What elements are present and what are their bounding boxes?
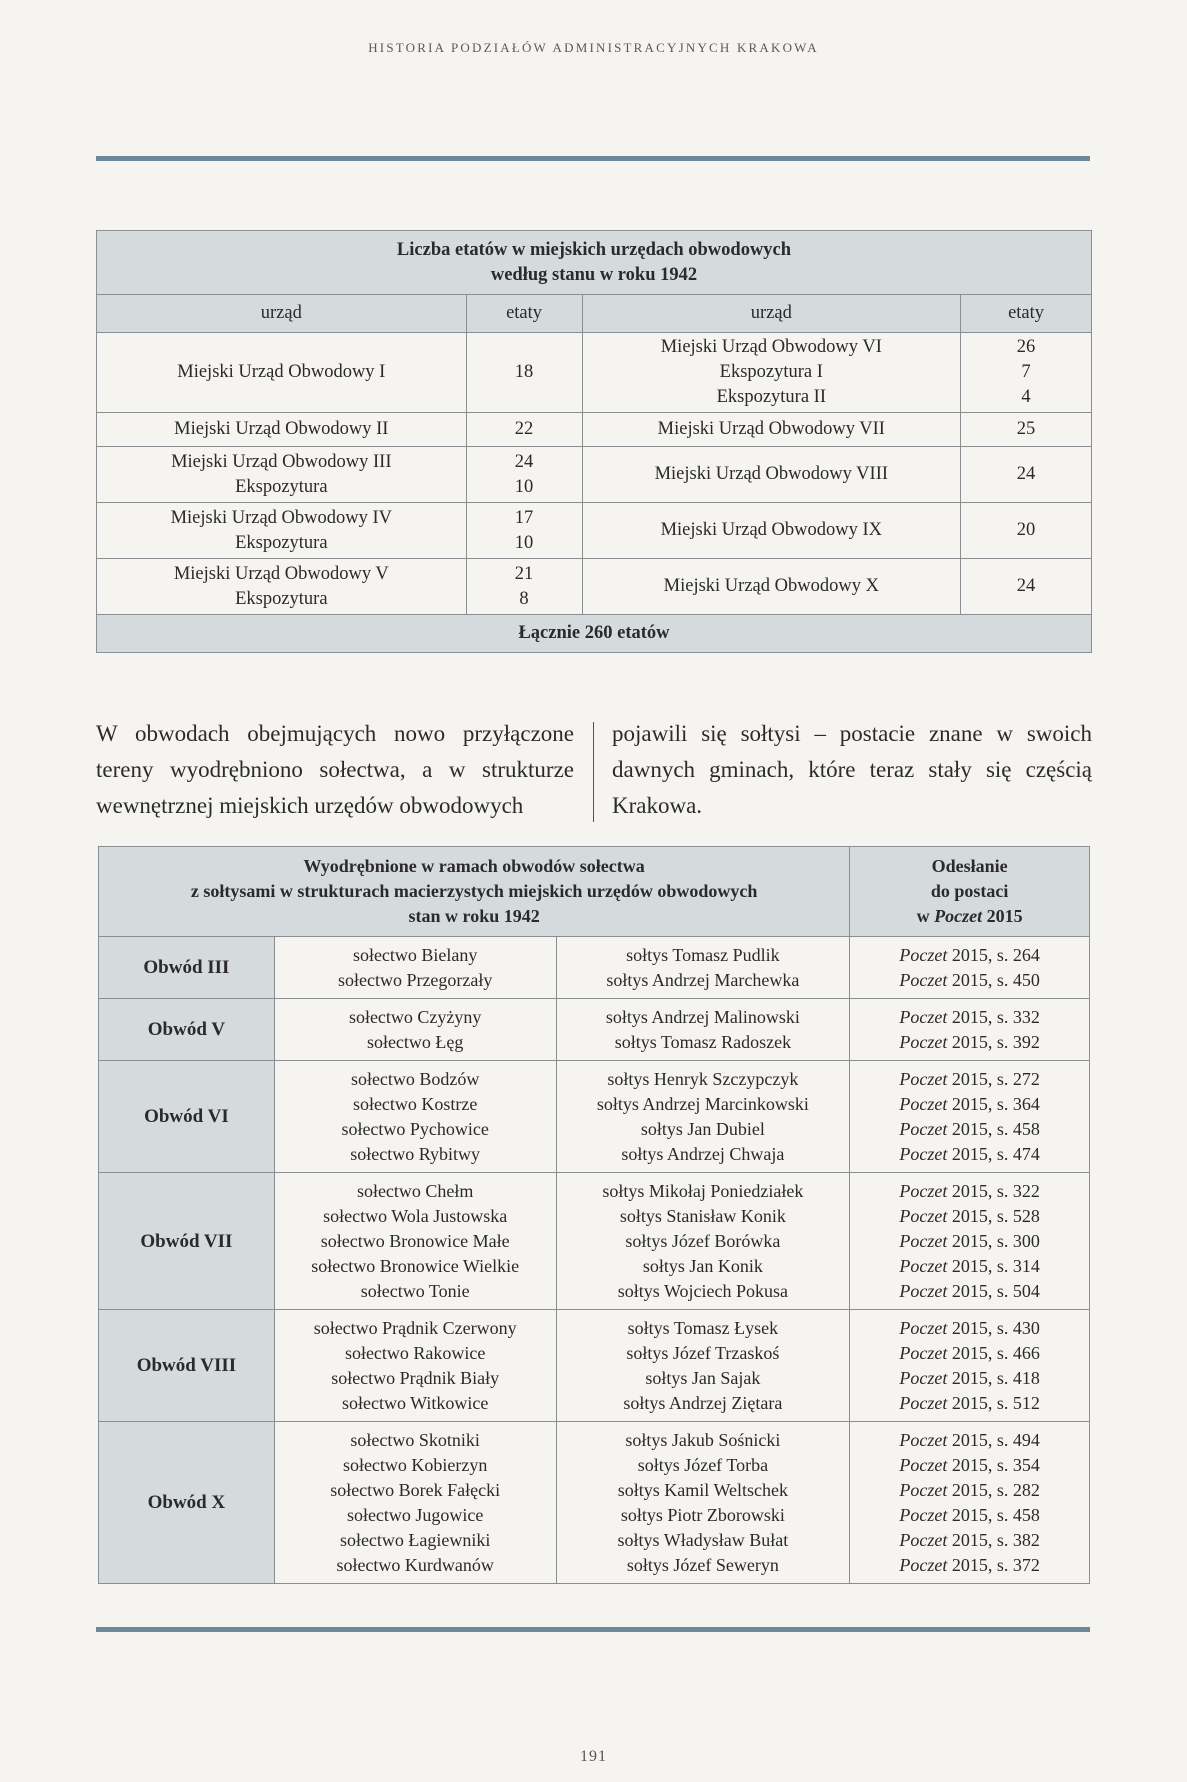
staff-count-right xyxy=(961,413,1092,447)
obwod-row xyxy=(99,937,1090,999)
reference-line xyxy=(854,1528,1085,1553)
soltys-list-line: sołtys Andrzej Chwaja xyxy=(621,1143,785,1164)
reference-line xyxy=(854,1204,1085,1229)
solectwa-table-title xyxy=(99,847,850,937)
reference-page: 2015, s. 354 xyxy=(947,1454,1040,1475)
solectwo-list xyxy=(274,1173,556,1310)
soltys-list xyxy=(556,1310,850,1422)
reference-page: 2015, s. 418 xyxy=(947,1367,1040,1388)
staffing-table-total: Łącznie 260 etatów xyxy=(97,615,1092,653)
office-right-line: Miejski Urząd Obwodowy VI xyxy=(660,337,882,357)
reference-page: 2015, s. 512 xyxy=(947,1392,1040,1413)
soltys-list-line: sołtys Wojciech Pokusa xyxy=(617,1280,788,1301)
staff-count-right xyxy=(961,333,1092,413)
solectwo-list-line: sołectwo Wola Justowska xyxy=(323,1205,508,1226)
reference-header-italic: Poczet xyxy=(934,906,983,926)
reference-line xyxy=(854,1030,1085,1055)
reference-poczet: Poczet xyxy=(899,1479,948,1500)
page-number: 191 xyxy=(580,1748,607,1765)
staff-count-left-line: 22 xyxy=(514,419,534,439)
staff-count-right-line: 25 xyxy=(1016,419,1036,439)
soltys-list xyxy=(556,937,850,999)
soltys-list-line: sołtys Jan Konik xyxy=(642,1255,763,1276)
reference-list xyxy=(850,999,1090,1061)
reference-line xyxy=(854,1453,1085,1478)
reference-line xyxy=(854,1366,1085,1391)
reference-page: 2015, s. 392 xyxy=(947,1031,1040,1052)
solectwo-list-line: sołectwo Jugowice xyxy=(346,1504,484,1525)
staff-count-left-line: 21 xyxy=(514,563,534,584)
staff-count-left-line: 8 xyxy=(519,588,529,609)
solectwo-list xyxy=(274,1061,556,1173)
staff-count-left xyxy=(466,447,582,503)
office-right-line: Ekspozytura II xyxy=(716,387,826,407)
obwod-label: Obwód III xyxy=(99,937,275,999)
soltys-list-line: sołtys Jakub Sośnicki xyxy=(625,1429,781,1450)
reference-poczet: Poczet xyxy=(899,1205,948,1226)
solectwo-list xyxy=(274,1310,556,1422)
solectwo-list-line: sołectwo Kostrze xyxy=(352,1093,478,1114)
reference-poczet: Poczet xyxy=(899,1093,948,1114)
office-left-line: Ekspozytura xyxy=(235,476,328,497)
solectwo-list-line: sołectwo Witkowice xyxy=(341,1392,489,1413)
soltys-list-line: sołtys Henryk Szczypczyk xyxy=(607,1068,799,1089)
office-right-line: Miejski Urząd Obwodowy X xyxy=(663,576,879,596)
staff-count-left xyxy=(466,413,582,447)
reference-page: 2015, s. 264 xyxy=(947,944,1040,965)
soltys-list-line: sołtys Andrzej Ziętara xyxy=(623,1392,783,1413)
office-left-line: Miejski Urząd Obwodowy II xyxy=(174,419,389,439)
staffing-table-title-line2: według stanu w roku 1942 xyxy=(490,264,698,285)
reference-page: 2015, s. 300 xyxy=(947,1230,1040,1251)
reference-poczet: Poczet xyxy=(899,1529,948,1550)
solectwo-list-line: sołectwo Borek Fałęcki xyxy=(330,1479,501,1500)
solectwo-list-line: sołectwo Rybitwy xyxy=(350,1143,481,1164)
reference-line xyxy=(854,943,1085,968)
reference-page: 2015, s. 272 xyxy=(947,1068,1040,1089)
reference-page: 2015, s. 466 xyxy=(947,1342,1040,1363)
staffing-row xyxy=(97,503,1092,559)
reference-poczet: Poczet xyxy=(899,1454,948,1475)
obwod-label: Obwód VI xyxy=(99,1061,275,1173)
office-left xyxy=(97,333,467,413)
solectwa-table-title-line2: z sołtysami w strukturach macierzystych miejskich urzędów obwodowych xyxy=(190,881,758,901)
office-left-line: Ekspozytura xyxy=(235,588,328,609)
soltys-list-line: sołtys Mikołaj Poniedziałek xyxy=(602,1180,804,1201)
reference-line xyxy=(854,1005,1085,1030)
reference-poczet: Poczet xyxy=(899,969,948,990)
obwod-row xyxy=(99,1061,1090,1173)
office-right-line: Miejski Urząd Obwodowy IX xyxy=(660,520,883,540)
paragraph-left: W obwodach obejmujących nowo przyłączone tereny wyodrębniono sołectwa, a w strukturze wewnętrznej miejskich urzędów obwodowych xyxy=(96,721,574,818)
column-header-etaty-left: etaty xyxy=(466,295,582,333)
soltys-list-line: sołtys Tomasz Radoszek xyxy=(614,1031,792,1052)
column-header-urzad-left: urząd xyxy=(97,295,467,333)
solectwo-list-line: sołectwo Czyżyny xyxy=(348,1006,482,1027)
office-right-line: Miejski Urząd Obwodowy VII xyxy=(657,419,885,439)
staff-count-left-line: 18 xyxy=(514,362,534,382)
solectwo-list-line: sołectwo Bodzów xyxy=(350,1068,480,1089)
reference-poczet: Poczet xyxy=(899,1554,948,1575)
staff-count-right-line: 4 xyxy=(1021,387,1031,407)
reference-page: 2015, s. 458 xyxy=(947,1504,1040,1525)
reference-poczet: Poczet xyxy=(899,1367,948,1388)
obwod-row xyxy=(99,1173,1090,1310)
soltys-list-line: sołtys Kamil Weltschek xyxy=(617,1479,788,1500)
solectwo-list xyxy=(274,937,556,999)
reference-line xyxy=(854,1478,1085,1503)
solectwo-list-line: sołectwo Bielany xyxy=(352,944,478,965)
staffing-row xyxy=(97,559,1092,615)
soltys-list-line: sołtys Andrzej Marchewka xyxy=(606,969,800,990)
reference-line xyxy=(854,1341,1085,1366)
reference-line xyxy=(854,1067,1085,1092)
reference-header-line2: do postaci xyxy=(930,881,1009,901)
solectwo-list-line: sołectwo Skotniki xyxy=(350,1429,480,1450)
office-left xyxy=(97,447,467,503)
soltys-list-line: sołtys Jan Dubiel xyxy=(640,1118,765,1139)
office-left xyxy=(97,559,467,615)
reference-page: 2015, s. 450 xyxy=(947,969,1040,990)
staff-count-left xyxy=(466,503,582,559)
soltys-list-line: sołtys Władysław Bułat xyxy=(617,1529,789,1550)
reference-poczet: Poczet xyxy=(899,1255,948,1276)
office-right xyxy=(582,333,961,413)
reference-poczet: Poczet xyxy=(899,1342,948,1363)
running-head: HISTORIA PODZIAŁÓW ADMINISTRACYJNYCH KRAKOWA xyxy=(368,40,819,55)
soltys-list-line: sołtys Piotr Zborowski xyxy=(620,1504,785,1525)
soltys-list-line: sołtys Józef Torba xyxy=(637,1454,769,1475)
reference-header-prefix: w xyxy=(916,906,935,926)
reference-page: 2015, s. 430 xyxy=(947,1317,1040,1338)
solectwo-list-line: sołectwo Łagiewniki xyxy=(339,1529,491,1550)
solectwo-list-line: sołectwo Tonie xyxy=(360,1280,470,1301)
obwod-label: Obwód VIII xyxy=(99,1310,275,1422)
reference-page: 2015, s. 504 xyxy=(947,1280,1040,1301)
reference-header-suffix: 2015 xyxy=(982,906,1023,926)
staff-count-right-line: 24 xyxy=(1016,464,1036,484)
soltys-list-line: sołtys Jan Sajak xyxy=(645,1367,761,1388)
staff-count-left-line: 24 xyxy=(514,451,534,472)
soltys-list-line: sołtys Andrzej Malinowski xyxy=(605,1006,800,1027)
reference-poczet: Poczet xyxy=(899,1429,948,1450)
soltys-list xyxy=(556,1422,850,1584)
reference-page: 2015, s. 528 xyxy=(947,1205,1040,1226)
solectwo-list-line: sołectwo Kurdwanów xyxy=(336,1554,494,1575)
reference-poczet: Poczet xyxy=(899,1143,948,1164)
office-right xyxy=(582,413,961,447)
reference-page: 2015, s. 382 xyxy=(947,1529,1040,1550)
reference-poczet: Poczet xyxy=(899,1230,948,1251)
staff-count-left xyxy=(466,333,582,413)
reference-list xyxy=(850,937,1090,999)
solectwa-table-title-line3: stan w roku 1942 xyxy=(408,906,540,926)
reference-page: 2015, s. 458 xyxy=(947,1118,1040,1139)
paragraph-right: pojawili się sołtysi – postacie znane w swoich dawnych gminach, które teraz stały się częścią Krakowa. xyxy=(612,721,1092,818)
office-left xyxy=(97,413,467,447)
staff-count-right xyxy=(961,503,1092,559)
solectwo-list xyxy=(274,1422,556,1584)
office-left-line: Miejski Urząd Obwodowy V xyxy=(173,563,389,584)
solectwo-list-line: sołectwo Rakowice xyxy=(344,1342,486,1363)
reference-line xyxy=(854,1316,1085,1341)
staffing-row xyxy=(97,333,1092,413)
reference-poczet: Poczet xyxy=(899,1280,948,1301)
staff-count-right-line: 26 xyxy=(1016,337,1036,357)
staff-count-right-line: 24 xyxy=(1016,576,1036,596)
reference-page: 2015, s. 322 xyxy=(947,1180,1040,1201)
reference-poczet: Poczet xyxy=(899,1504,948,1525)
reference-list xyxy=(850,1173,1090,1310)
reference-line xyxy=(854,1254,1085,1279)
reference-line xyxy=(854,1117,1085,1142)
soltys-list-line: sołtys Józef Borówka xyxy=(625,1230,781,1251)
solectwa-table xyxy=(98,846,1090,1584)
staff-count-right-line: 20 xyxy=(1016,520,1036,540)
staff-count-right xyxy=(961,447,1092,503)
reference-line xyxy=(854,968,1085,993)
reference-page: 2015, s. 494 xyxy=(947,1429,1040,1450)
soltys-list xyxy=(556,999,850,1061)
reference-line xyxy=(854,1179,1085,1204)
staff-count-left xyxy=(466,559,582,615)
reference-poczet: Poczet xyxy=(899,1068,948,1089)
obwod-label: Obwód VII xyxy=(99,1173,275,1310)
reference-poczet: Poczet xyxy=(899,1118,948,1139)
staff-count-right xyxy=(961,559,1092,615)
staffing-table-title xyxy=(97,231,1092,295)
solectwo-list-line: sołectwo Pychowice xyxy=(341,1118,489,1139)
solectwo-list-line: sołectwo Chełm xyxy=(356,1180,474,1201)
reference-page: 2015, s. 474 xyxy=(947,1143,1040,1164)
reference-page: 2015, s. 372 xyxy=(947,1554,1040,1575)
reference-page: 2015, s. 364 xyxy=(947,1093,1040,1114)
reference-poczet: Poczet xyxy=(899,1317,948,1338)
office-left-line: Miejski Urząd Obwodowy IV xyxy=(170,507,393,528)
reference-line xyxy=(854,1229,1085,1254)
staff-count-right-line: 7 xyxy=(1021,362,1031,382)
solectwo-list-line: sołectwo Bronowice Małe xyxy=(320,1230,510,1251)
reference-line xyxy=(854,1279,1085,1304)
reference-header-line3 xyxy=(854,904,1085,929)
obwod-row xyxy=(99,1422,1090,1584)
reference-poczet: Poczet xyxy=(899,1031,948,1052)
soltys-list xyxy=(556,1061,850,1173)
office-left-line: Miejski Urząd Obwodowy III xyxy=(171,451,392,472)
solectwo-list-line: sołectwo Łęg xyxy=(366,1031,464,1052)
office-left-line: Miejski Urząd Obwodowy I xyxy=(177,362,386,382)
staffing-row xyxy=(97,447,1092,503)
soltys-list xyxy=(556,1173,850,1310)
office-left-line: Ekspozytura xyxy=(235,532,328,553)
reference-line xyxy=(854,1503,1085,1528)
reference-page: 2015, s. 332 xyxy=(947,1006,1040,1027)
soltys-list-line: sołtys Andrzej Marcinkowski xyxy=(596,1093,809,1114)
reference-header-line1: Odesłanie xyxy=(931,856,1008,876)
soltys-list-line: sołtys Stanisław Konik xyxy=(619,1205,786,1226)
soltys-list-line: sołtys Józef Seweryn xyxy=(626,1554,779,1575)
staff-count-left-line: 17 xyxy=(514,507,534,528)
solectwo-list-line: sołectwo Bronowice Wielkie xyxy=(311,1255,520,1276)
solectwo-list-line: sołectwo Prądnik Czerwony xyxy=(313,1317,517,1338)
reference-page: 2015, s. 282 xyxy=(947,1479,1040,1500)
reference-list xyxy=(850,1061,1090,1173)
office-right-line: Miejski Urząd Obwodowy VIII xyxy=(654,464,889,484)
reference-line xyxy=(854,1092,1085,1117)
reference-line xyxy=(854,1553,1085,1578)
office-right xyxy=(582,447,961,503)
solectwo-list-line: sołectwo Prądnik Biały xyxy=(331,1367,500,1388)
reference-line xyxy=(854,1142,1085,1167)
obwod-row xyxy=(99,999,1090,1061)
office-right xyxy=(582,559,961,615)
office-left xyxy=(97,503,467,559)
reference-line xyxy=(854,1391,1085,1416)
obwod-label: Obwód X xyxy=(99,1422,275,1584)
column-divider xyxy=(593,722,594,822)
staff-count-left-line: 10 xyxy=(514,532,534,553)
soltys-list-line: sołtys Tomasz Pudlik xyxy=(626,944,780,965)
staffing-table-title-line1: Liczba etatów w miejskich urzędach obwodowych xyxy=(396,239,792,260)
column-header-etaty-right: etaty xyxy=(961,295,1092,333)
staff-count-left-line: 10 xyxy=(514,476,534,497)
staffing-table xyxy=(96,230,1092,653)
soltys-list-line: sołtys Józef Trzaskoś xyxy=(626,1342,780,1363)
solectwo-list-line: sołectwo Kobierzyn xyxy=(342,1454,488,1475)
top-rule xyxy=(96,156,1090,161)
reference-poczet: Poczet xyxy=(899,1180,948,1201)
staffing-row xyxy=(97,413,1092,447)
office-right xyxy=(582,503,961,559)
soltys-list-line: sołtys Tomasz Łysek xyxy=(627,1317,779,1338)
reference-poczet: Poczet xyxy=(899,1392,948,1413)
reference-list xyxy=(850,1310,1090,1422)
office-right-line: Ekspozytura I xyxy=(719,362,823,382)
reference-poczet: Poczet xyxy=(899,1006,948,1027)
reference-page: 2015, s. 314 xyxy=(947,1255,1040,1276)
bottom-rule xyxy=(96,1627,1090,1632)
obwod-label: Obwód V xyxy=(99,999,275,1061)
reference-poczet: Poczet xyxy=(899,944,948,965)
column-header-urzad-right: urząd xyxy=(582,295,961,333)
solectwo-list xyxy=(274,999,556,1061)
reference-line xyxy=(854,1428,1085,1453)
solectwo-list-line: sołectwo Przegorzały xyxy=(337,969,493,990)
obwod-row xyxy=(99,1310,1090,1422)
reference-list xyxy=(850,1422,1090,1584)
reference-column-header xyxy=(850,847,1090,937)
solectwa-table-title-line1: Wyodrębnione w ramach obwodów sołectwa xyxy=(303,856,645,876)
